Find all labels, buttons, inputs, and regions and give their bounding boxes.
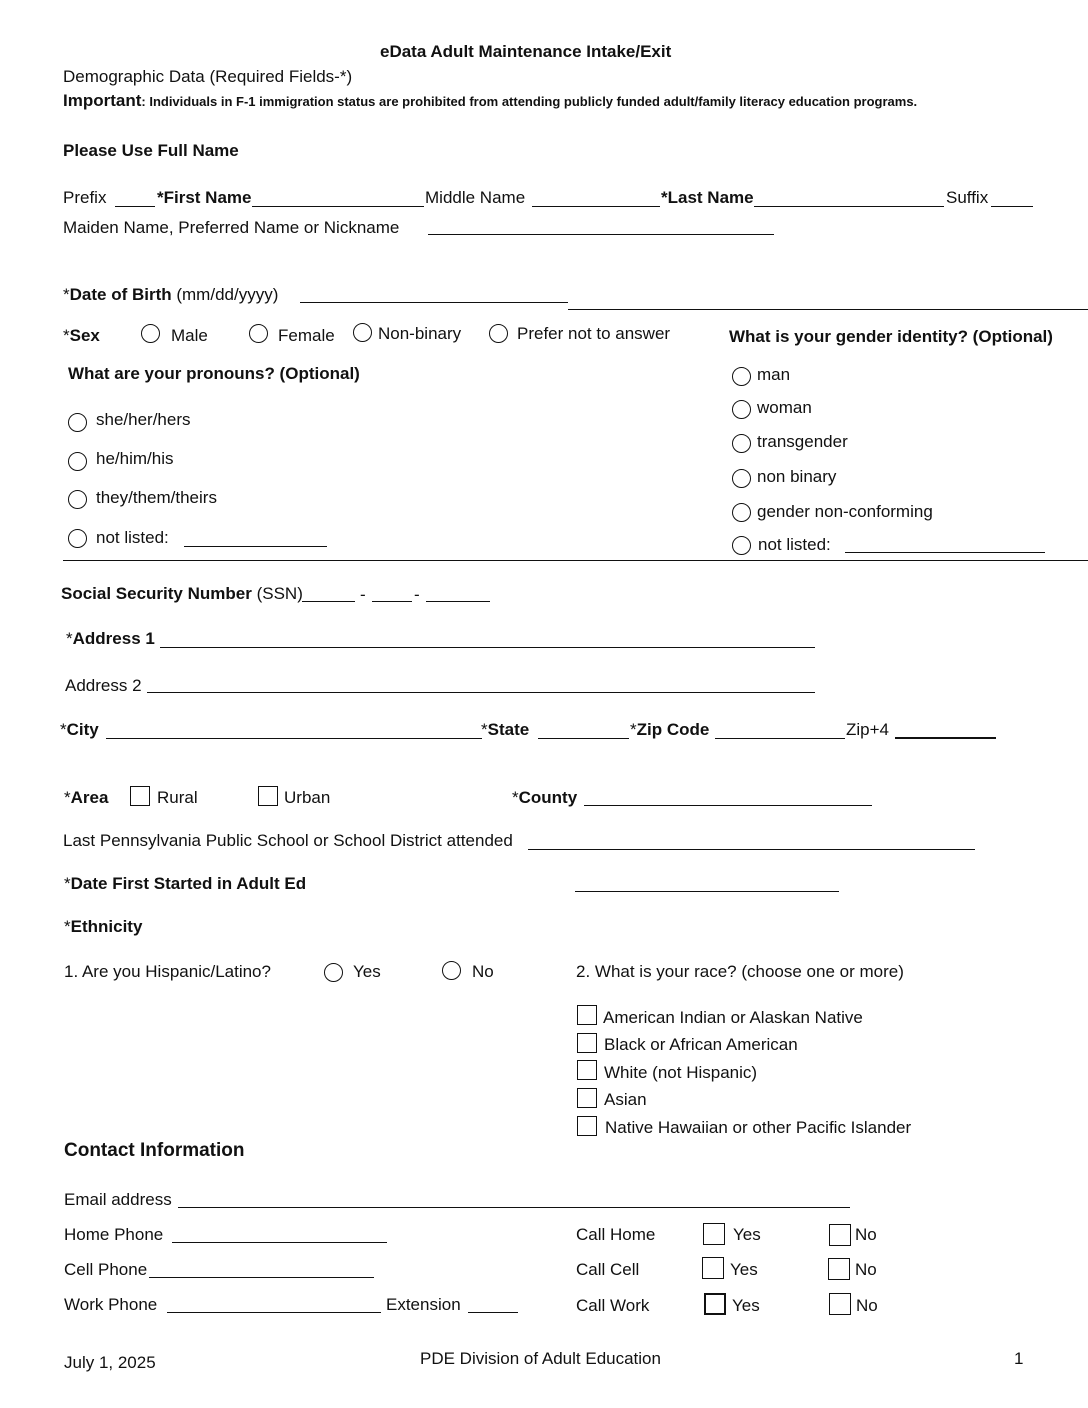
sex-male-label: Male bbox=[171, 326, 208, 345]
important-notice bbox=[63, 91, 917, 111]
gender-nonconforming-label: gender non-conforming bbox=[757, 502, 933, 521]
ssn-dash-2: - bbox=[414, 585, 420, 604]
call-cell-label: Call Cell bbox=[576, 1260, 640, 1279]
pronoun-not-listed-label: not listed: bbox=[96, 528, 169, 547]
call-home-no-checkbox[interactable] bbox=[829, 1224, 851, 1246]
email-field[interactable] bbox=[178, 1207, 850, 1208]
section-divider-2 bbox=[63, 560, 1088, 561]
hispanic-yes-radio[interactable] bbox=[324, 963, 343, 982]
maiden-name-field[interactable] bbox=[428, 234, 774, 235]
call-work-label: Call Work bbox=[576, 1296, 650, 1315]
gender-man-radio[interactable] bbox=[732, 367, 751, 386]
ssn-label: Social Security Number (SSN) bbox=[61, 584, 303, 603]
gender-nonbinary-label: non binary bbox=[757, 467, 837, 486]
gender-nonconforming-radio[interactable] bbox=[732, 503, 751, 522]
pronoun-she-radio[interactable] bbox=[68, 413, 87, 432]
pronoun-she-label: she/her/hers bbox=[96, 410, 191, 429]
call-work-no-checkbox[interactable] bbox=[829, 1293, 851, 1315]
gender-man-label: man bbox=[757, 365, 791, 384]
prefix-field[interactable] bbox=[115, 206, 155, 207]
race-pacific-islander-checkbox[interactable] bbox=[577, 1116, 597, 1136]
race-asian-label: Asian bbox=[604, 1090, 647, 1109]
pronoun-he-radio[interactable] bbox=[68, 452, 87, 471]
county-field[interactable] bbox=[584, 805, 872, 806]
suffix-field[interactable] bbox=[991, 206, 1033, 207]
gender-woman-label: woman bbox=[757, 398, 812, 417]
work-phone-label: Work Phone bbox=[64, 1295, 158, 1314]
race-white-checkbox[interactable] bbox=[577, 1060, 597, 1080]
address2-label: Address 2 bbox=[65, 676, 142, 695]
zip4-label: Zip+4 bbox=[846, 720, 889, 739]
sex-female-radio[interactable] bbox=[249, 324, 268, 343]
important-text: : Individuals in F-1 immigration status are prohibited from attending publicly funded adult/family literacy education programs. bbox=[141, 94, 918, 109]
pronoun-they-radio[interactable] bbox=[68, 490, 87, 509]
ssn-part2-field[interactable] bbox=[372, 601, 412, 602]
middle-name-label: Middle Name bbox=[425, 188, 526, 207]
extension-label: Extension bbox=[386, 1295, 461, 1314]
important-label: Important bbox=[63, 91, 142, 110]
contact-heading: Contact Information bbox=[64, 1140, 245, 1161]
prefix-label: Prefix bbox=[63, 188, 107, 207]
school-field[interactable] bbox=[528, 849, 975, 850]
call-cell-yes-label: Yes bbox=[730, 1260, 758, 1279]
last-name-label: *Last Name bbox=[661, 188, 754, 207]
call-cell-no-checkbox[interactable] bbox=[828, 1258, 850, 1280]
suffix-label: Suffix bbox=[946, 188, 989, 207]
race-question: 2. What is your race? (choose one or more) bbox=[576, 962, 904, 981]
race-pacific-islander-label: Native Hawaiian or other Pacific Islander bbox=[605, 1118, 912, 1137]
footer-org: PDE Division of Adult Education bbox=[420, 1349, 661, 1368]
home-phone-field[interactable] bbox=[172, 1242, 387, 1243]
hispanic-no-radio[interactable] bbox=[442, 961, 461, 980]
extension-field[interactable] bbox=[468, 1312, 518, 1313]
sex-nonbinary-radio[interactable] bbox=[353, 323, 372, 342]
call-work-no-label: No bbox=[856, 1296, 878, 1315]
ssn-part1-field[interactable] bbox=[302, 601, 355, 602]
call-cell-yes-checkbox[interactable] bbox=[702, 1257, 724, 1279]
city-label: *City bbox=[60, 720, 99, 739]
race-black-checkbox[interactable] bbox=[577, 1033, 597, 1053]
pronoun-he-label: he/him/his bbox=[96, 449, 174, 468]
area-urban-checkbox[interactable] bbox=[258, 786, 278, 806]
dob-field[interactable] bbox=[300, 302, 568, 303]
address1-label: *Address 1 bbox=[66, 629, 155, 648]
gender-not-listed-label: not listed: bbox=[758, 535, 831, 554]
first-name-label: *First Name bbox=[157, 188, 252, 207]
area-label: *Area bbox=[64, 788, 109, 807]
pronouns-heading: What are your pronouns? (Optional) bbox=[68, 364, 360, 383]
full-name-heading: Please Use Full Name bbox=[63, 141, 239, 160]
school-label: Last Pennsylvania Public School or School District attended bbox=[63, 831, 513, 850]
footer-page-number: 1 bbox=[1014, 1349, 1024, 1368]
call-cell-no-label: No bbox=[855, 1260, 877, 1279]
ethnicity-label: *Ethnicity bbox=[64, 917, 143, 936]
gender-transgender-label: transgender bbox=[757, 432, 848, 451]
call-home-yes-label: Yes bbox=[733, 1225, 761, 1244]
race-american-indian-checkbox[interactable] bbox=[577, 1005, 597, 1025]
date-started-label: *Date First Started in Adult Ed bbox=[64, 874, 307, 893]
cell-phone-field[interactable] bbox=[149, 1277, 374, 1278]
race-black-label: Black or African American bbox=[604, 1035, 798, 1054]
form-subtitle: Demographic Data (Required Fields-*) bbox=[63, 67, 353, 86]
call-home-no-label: No bbox=[855, 1225, 877, 1244]
maiden-name-label: Maiden Name, Preferred Name or Nickname bbox=[63, 218, 400, 237]
dob-label: *Date of Birth (mm/dd/yyyy) bbox=[63, 285, 279, 304]
pronoun-they-label: they/them/theirs bbox=[96, 488, 217, 507]
state-label: *State bbox=[481, 720, 530, 739]
gender-not-listed-radio[interactable] bbox=[732, 536, 751, 555]
address2-field[interactable] bbox=[147, 692, 815, 693]
zip-label: *Zip Code bbox=[630, 720, 710, 739]
race-asian-checkbox[interactable] bbox=[577, 1088, 597, 1108]
race-white-label: White (not Hispanic) bbox=[604, 1063, 758, 1082]
date-started-field[interactable] bbox=[575, 891, 839, 892]
home-phone-label: Home Phone bbox=[64, 1225, 164, 1244]
race-american-indian-label: American Indian or Alaskan Native bbox=[603, 1008, 863, 1027]
sex-female-label: Female bbox=[278, 326, 335, 345]
sex-prefer-not-label: Prefer not to answer bbox=[517, 324, 671, 343]
address1-field[interactable] bbox=[160, 647, 815, 648]
hispanic-question: 1. Are you Hispanic/Latino? bbox=[64, 962, 271, 981]
county-label: *County bbox=[512, 788, 578, 807]
gender-nonbinary-radio[interactable] bbox=[732, 469, 751, 488]
call-work-yes-checkbox[interactable] bbox=[704, 1293, 726, 1315]
ssn-dash-1: - bbox=[360, 585, 366, 604]
call-home-label: Call Home bbox=[576, 1225, 656, 1244]
sex-prefer-not-radio[interactable] bbox=[489, 324, 508, 343]
ssn-part3-field[interactable] bbox=[426, 601, 490, 602]
area-urban-label: Urban bbox=[284, 788, 331, 807]
last-name-field[interactable] bbox=[754, 206, 944, 207]
pronoun-not-listed-field[interactable] bbox=[184, 546, 327, 547]
sex-male-radio[interactable] bbox=[141, 324, 160, 343]
area-rural-checkbox[interactable] bbox=[130, 786, 150, 806]
gender-woman-radio[interactable] bbox=[732, 400, 751, 419]
zip4-field[interactable] bbox=[895, 737, 996, 739]
gender-transgender-radio[interactable] bbox=[732, 434, 751, 453]
state-field[interactable] bbox=[538, 738, 629, 739]
sex-label: *Sex bbox=[63, 326, 100, 345]
sex-nonbinary-label: Non-binary bbox=[378, 324, 462, 343]
gender-not-listed-field[interactable] bbox=[845, 552, 1045, 553]
area-rural-label: Rural bbox=[157, 788, 198, 807]
gender-heading: What is your gender identity? (Optional) bbox=[729, 327, 1053, 346]
pronoun-not-listed-radio[interactable] bbox=[68, 529, 87, 548]
cell-phone-label: Cell Phone bbox=[64, 1260, 148, 1279]
footer-date: July 1, 2025 bbox=[64, 1353, 156, 1372]
first-name-field[interactable] bbox=[252, 206, 424, 207]
middle-name-field[interactable] bbox=[532, 206, 660, 207]
city-field[interactable] bbox=[106, 738, 482, 739]
hispanic-no-label: No bbox=[472, 962, 494, 981]
work-phone-field[interactable] bbox=[167, 1312, 381, 1313]
hispanic-yes-label: Yes bbox=[353, 962, 381, 981]
call-home-yes-checkbox[interactable] bbox=[703, 1223, 725, 1245]
call-work-yes-label: Yes bbox=[732, 1296, 760, 1315]
form-title: eData Adult Maintenance Intake/Exit bbox=[380, 42, 672, 61]
section-divider bbox=[568, 309, 1088, 310]
email-label: Email address bbox=[64, 1190, 172, 1209]
zip-field[interactable] bbox=[715, 738, 845, 739]
